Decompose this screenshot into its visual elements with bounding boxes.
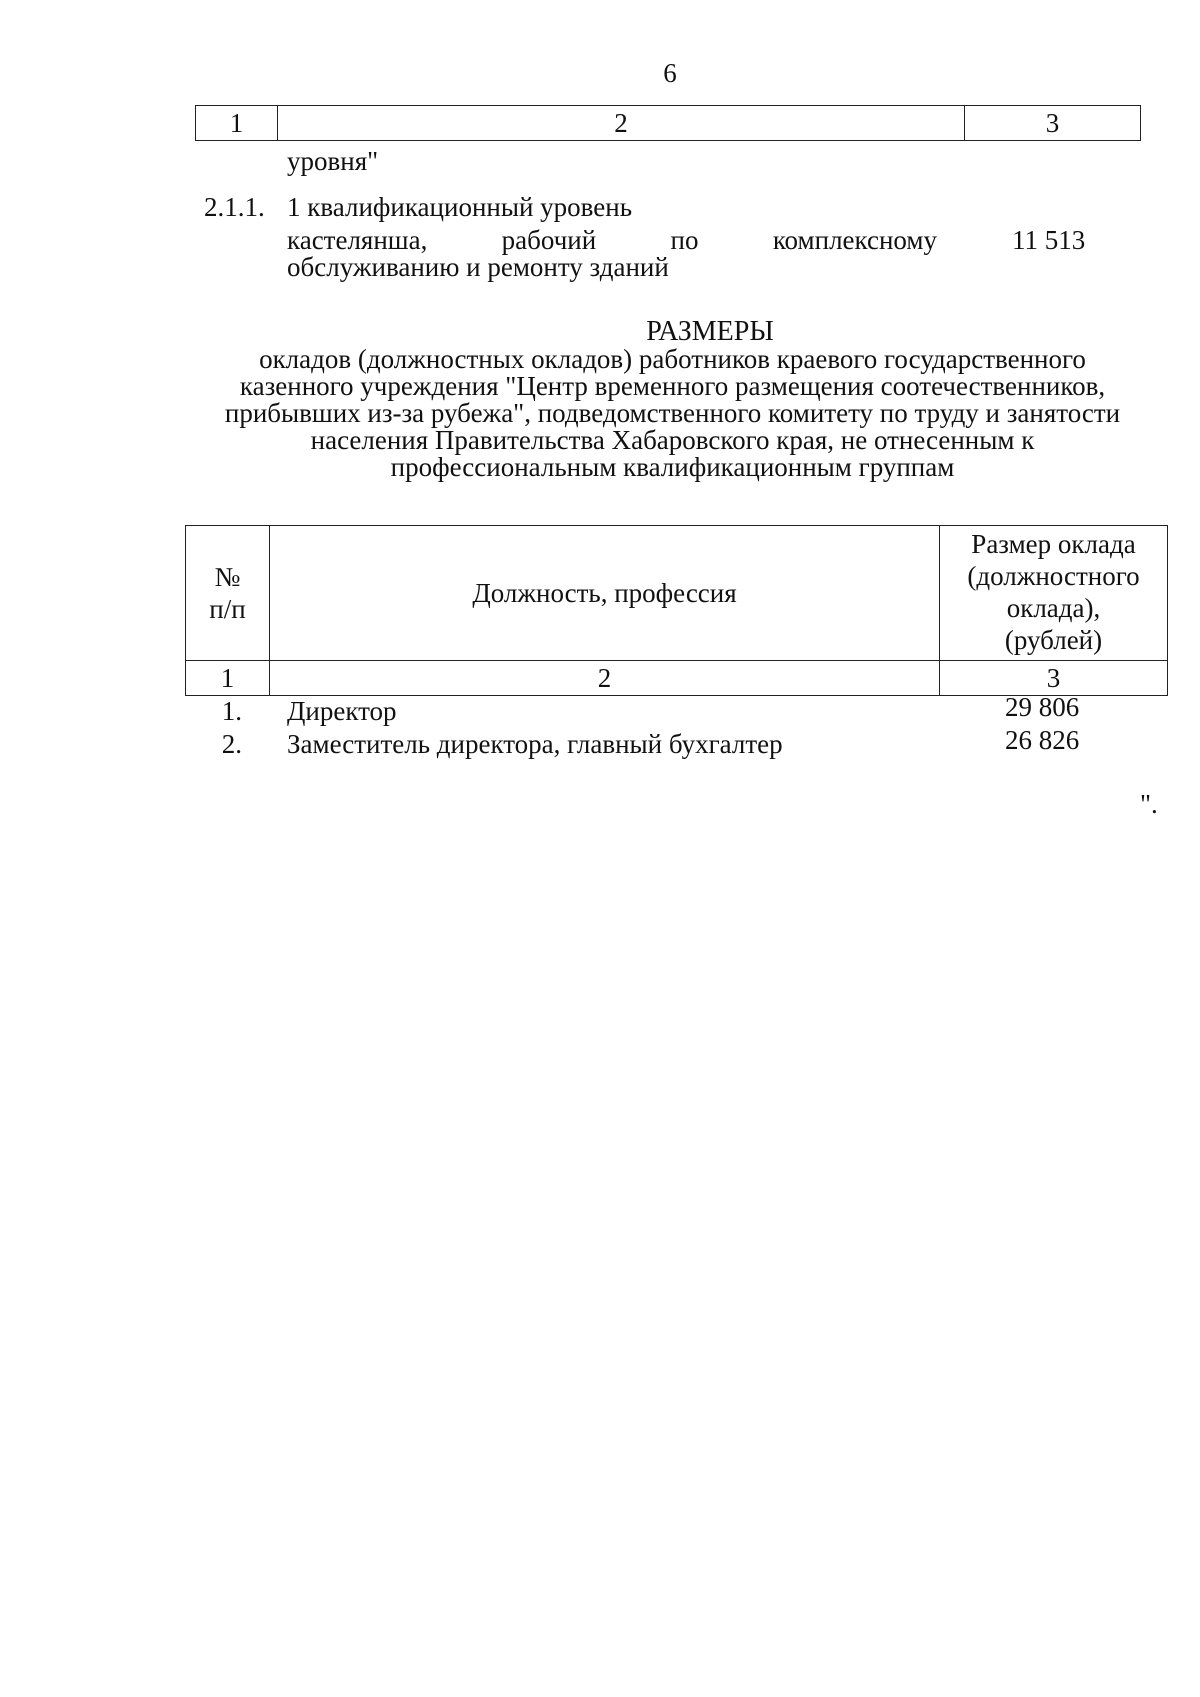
heading-line: населения Правительства Хабаровского края, не отнесенным к bbox=[310, 425, 1035, 455]
row-salary: 26 826 bbox=[1005, 725, 1080, 755]
role-line-1 bbox=[287, 227, 937, 254]
column-number: 3 bbox=[940, 661, 1168, 696]
cont-header-col-3: 3 bbox=[965, 106, 1141, 141]
section-title: 1 квалификационный уровень bbox=[287, 192, 633, 222]
row-position: Директор bbox=[287, 696, 397, 726]
role-salary: 11 513 bbox=[1012, 225, 1086, 255]
column-number: 1 bbox=[186, 661, 270, 696]
continuation-text: уровня" bbox=[287, 146, 379, 176]
heading-title: РАЗМЕРЫ bbox=[646, 316, 774, 347]
heading-line: окладов (должностных окладов) работников краевого государственного bbox=[259, 344, 1086, 374]
salary-table bbox=[185, 525, 1168, 696]
heading-line: прибывших из-за рубежа", подведомственного комитету по труду и занятости bbox=[224, 398, 1121, 428]
column-number: 2 bbox=[270, 661, 940, 696]
role-word: рабочий bbox=[501, 225, 597, 255]
heading-line: профессиональным квалификационным группам bbox=[390, 452, 955, 482]
header-salary: Размер оклада (должностного оклада), (рублей) bbox=[940, 526, 1168, 661]
role-word: по bbox=[670, 225, 699, 255]
heading-text bbox=[200, 346, 1145, 481]
closing-quote-mark: ". bbox=[1140, 789, 1158, 819]
section-number: 2.1.1. bbox=[204, 192, 265, 222]
table-header-row bbox=[186, 526, 1168, 661]
row-position: Заместитель директора, главный бухгалтер bbox=[287, 729, 783, 759]
heading-line: казенного учреждения "Центр временного размещения соотечественников, bbox=[239, 371, 1106, 401]
role-word: комплексному bbox=[772, 225, 937, 255]
cont-header-col-2: 2 bbox=[278, 106, 965, 141]
row-number: 1. bbox=[221, 696, 242, 726]
role-word: кастелянша, bbox=[287, 225, 428, 255]
cont-header-col-1: 1 bbox=[196, 106, 278, 141]
header-position: Должность, профессия bbox=[270, 526, 940, 661]
row-salary: 29 806 bbox=[1005, 692, 1080, 722]
row-number: 2. bbox=[221, 729, 242, 759]
page-number: 6 bbox=[663, 58, 677, 88]
column-number-row bbox=[186, 661, 1168, 696]
continuation-header-table bbox=[195, 105, 1141, 141]
role-line-2: обслуживанию и ремонту зданий bbox=[287, 252, 669, 282]
header-number: № п/п bbox=[186, 526, 270, 661]
